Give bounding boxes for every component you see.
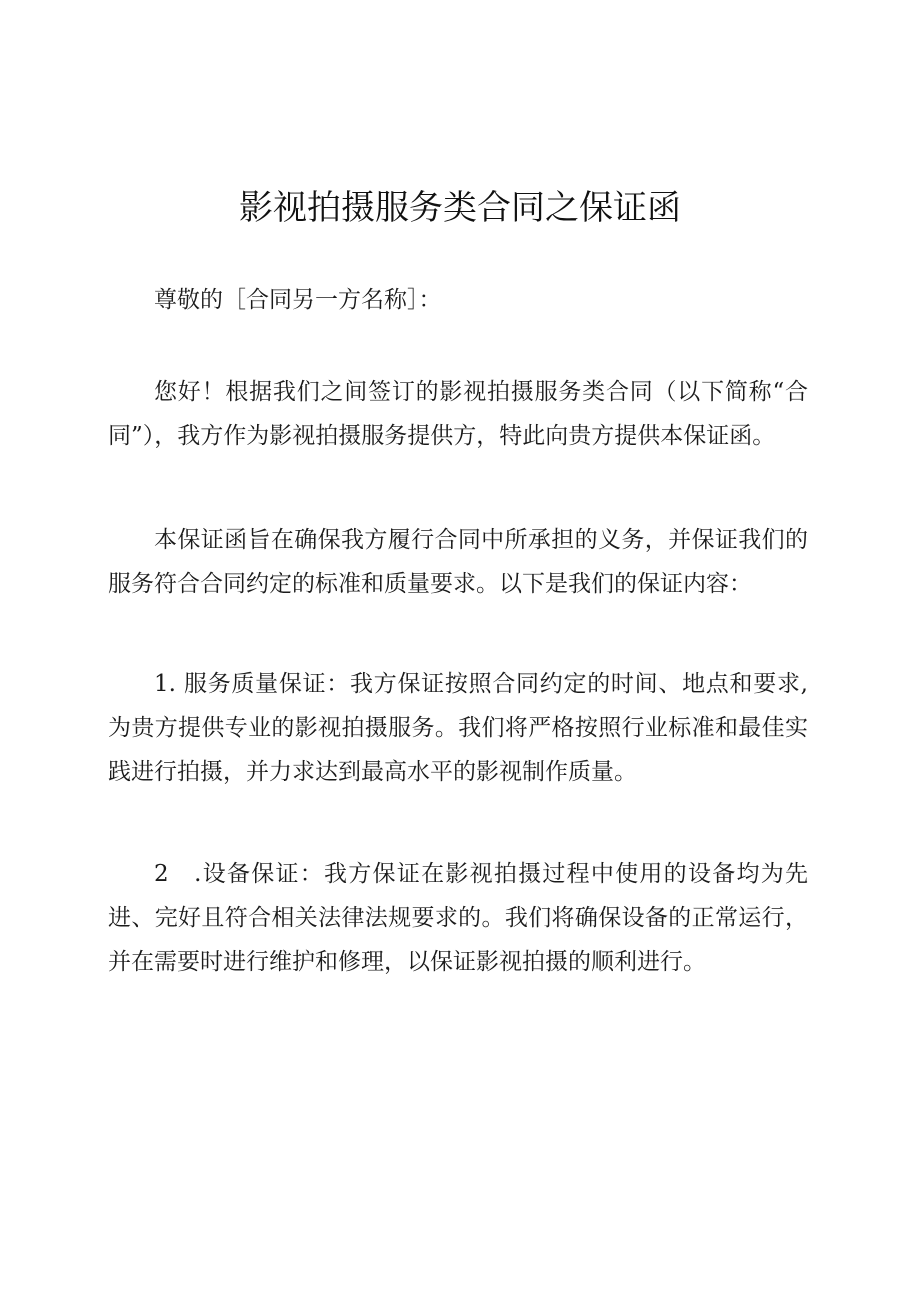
document-title: 影视拍摄服务类合同之保证函 bbox=[239, 188, 681, 228]
salutation: 尊敬的［合同另一方名称］： bbox=[154, 287, 442, 313]
paragraph-purpose: 本保证函旨在确保我方履行合同中所承担的义务，并保证我们的服务符合合同约定的标准和质量要求。以下是我们的保证内容： bbox=[108, 527, 808, 597]
paragraph-greeting: 您好！根据我们之间签订的影视拍摄服务类合同（以下简称“合同”），我方作为影视拍摄服务提供方，特此向贵方提供本保证函。 bbox=[108, 379, 808, 449]
paragraph-service-quality: 1. 服务质量保证：我方保证按照合同约定的时间、地点和要求,为贵方提供专业的影视拍摄服务。我们将严格按照行业标准和最佳实践进行拍摄，并力求达到最高水平的影视制作质量。 bbox=[108, 671, 808, 785]
paragraph-equipment: 2 .设备保证：我方保证在影视拍摄过程中使用的设备均为先进、完好且符合相关法律法规要求的。我们将确保设备的正常运行，并在需要时进行维护和修理，以保证影视拍摄的顺利进行。 bbox=[108, 861, 808, 975]
